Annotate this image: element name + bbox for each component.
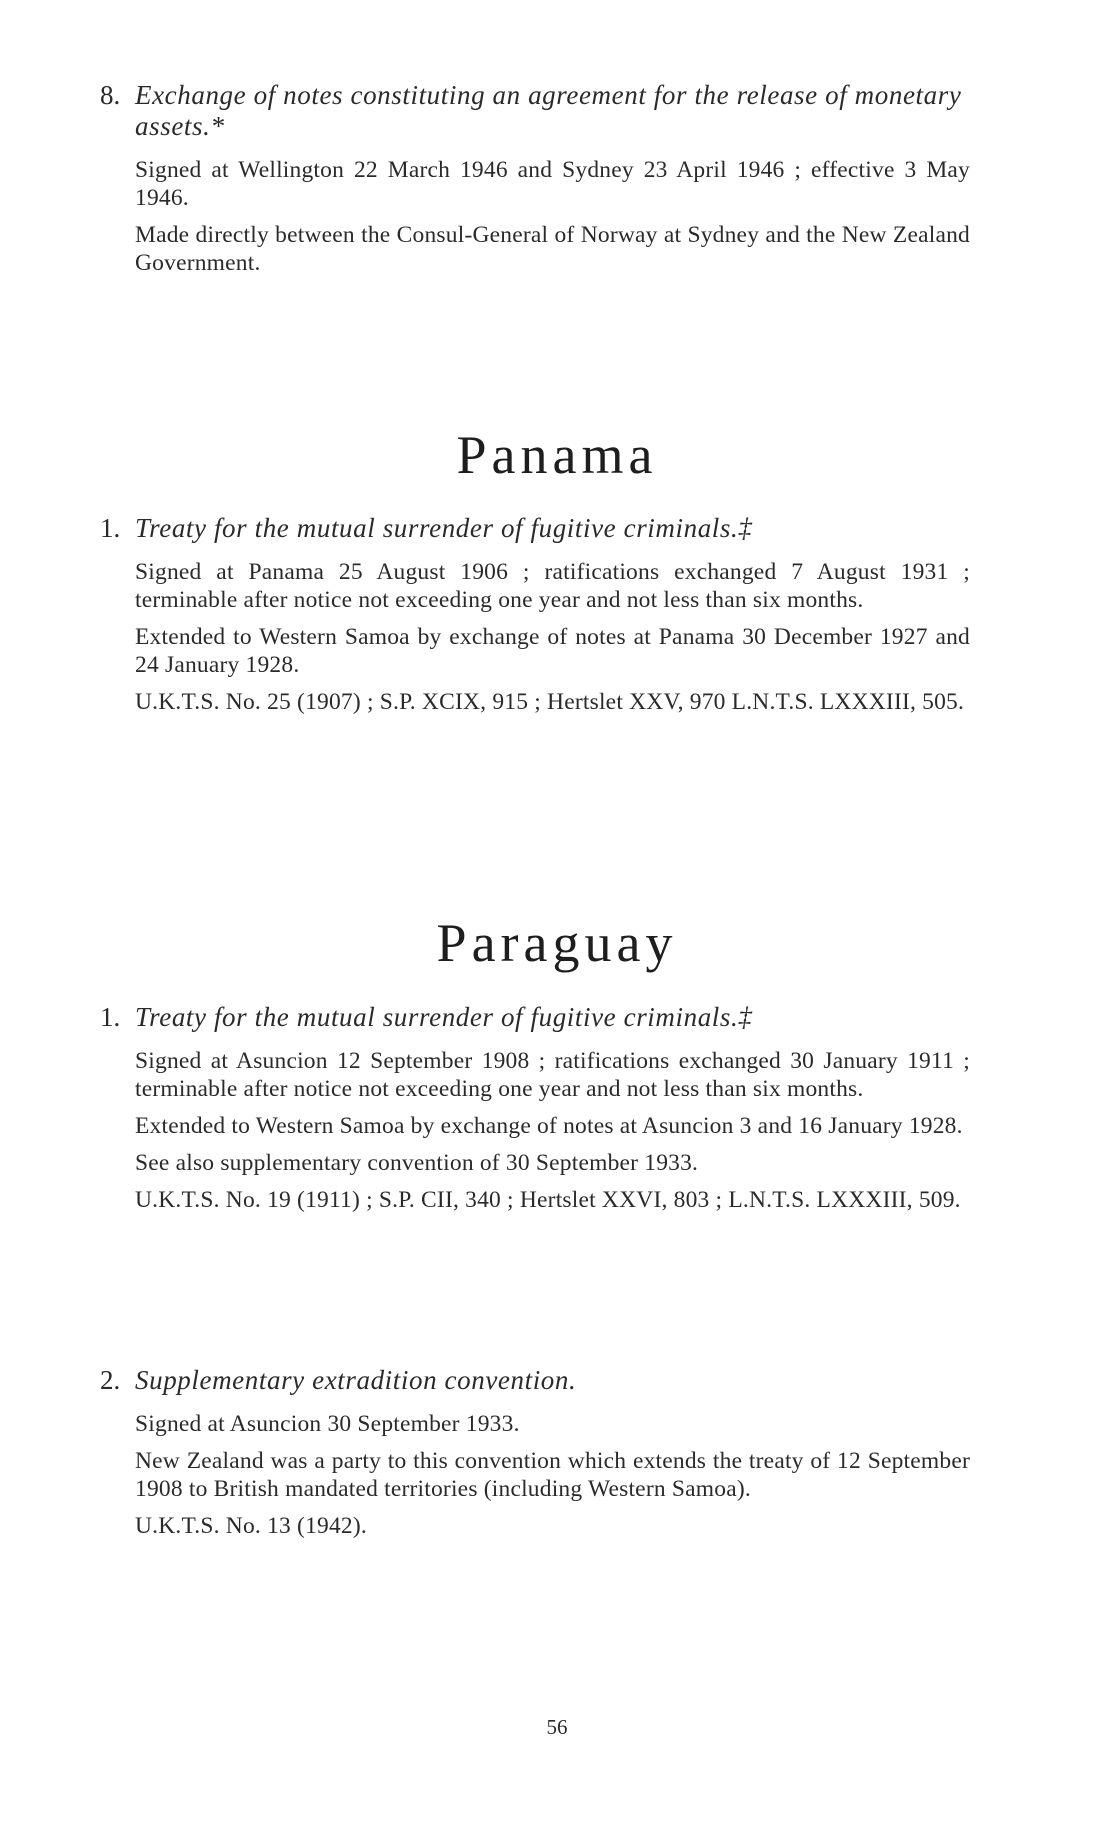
entry-title-text: Treaty for the mutual surrender of fugitive criminals.‡ <box>135 1002 753 1032</box>
entry-paragraph: Extended to Western Samoa by exchange of notes at Asuncion 3 and 16 January 1928. <box>135 1113 963 1139</box>
entry-number: 8. <box>100 80 121 110</box>
entry-title-text: Exchange of notes constituting an agreement for the release of monetary assets.* <box>135 80 962 141</box>
entry-paragraph: Signed at Asuncion 30 September 1933. <box>135 1411 520 1437</box>
entry-paragraph: Made directly between the Consul-General of Norway at Sydney and the New Zealand Government. <box>135 222 970 276</box>
entry-paragraph: See also supplementary convention of 30 September 1933. <box>135 1150 699 1176</box>
entry-paragraph: U.K.T.S. No. 19 (1911) ; S.P. CII, 340 ; Hertslet XXVI, 803 ; L.N.T.S. LXXXIII, 509. <box>135 1187 961 1213</box>
entry-title <box>100 1365 970 1396</box>
entry-title <box>100 1002 970 1033</box>
entry-number: 1. <box>100 1002 121 1032</box>
entry-number: 1. <box>100 513 121 543</box>
treaty-entry-exchange-of-notes <box>100 80 970 286</box>
entry-paragraph: Signed at Panama 25 August 1906 ; ratifications exchanged 7 August 1931 ; terminable after notice not exceeding one year and not less than six months. <box>135 559 970 613</box>
entry-paragraph: U.K.T.S. No. 13 (1942). <box>135 1513 367 1539</box>
treaty-entry-paraguay-1 <box>100 1002 970 1223</box>
entry-title-text: Supplementary extradition convention. <box>135 1365 577 1395</box>
entry-paragraph: U.K.T.S. No. 25 (1907) ; S.P. XCIX, 915 ; Hertslet XXV, 970 L.N.T.S. LXXXIII, 505. <box>135 689 965 715</box>
entry-paragraph: Extended to Western Samoa by exchange of notes at Panama 30 December 1927 and 24 January 1928. <box>135 624 970 678</box>
entry-paragraph: New Zealand was a party to this convention which extends the treaty of 12 September 1908 to British mandated territories (including Western Samoa). <box>135 1448 970 1502</box>
entry-paragraph: Signed at Asuncion 12 September 1908 ; ratifications exchanged 30 January 1911 ; terminable after notice not exceeding one year and not less than six months. <box>135 1048 970 1102</box>
treaty-entry-paraguay-2 <box>100 1365 970 1549</box>
entry-title-text: Treaty for the mutual surrender of fugitive criminals.‡ <box>135 513 753 543</box>
entry-title <box>100 513 970 544</box>
entry-paragraph: Signed at Wellington 22 March 1946 and Sydney 23 April 1946 ; effective 3 May 1946. <box>135 157 970 211</box>
entry-title <box>100 80 970 142</box>
entry-number: 2. <box>100 1365 121 1395</box>
page-number: 56 <box>546 1715 568 1739</box>
section-heading-panama: Panama <box>456 425 658 485</box>
treaty-entry-panama-1 <box>100 513 970 725</box>
section-heading-paraguay: Paraguay <box>436 913 678 973</box>
